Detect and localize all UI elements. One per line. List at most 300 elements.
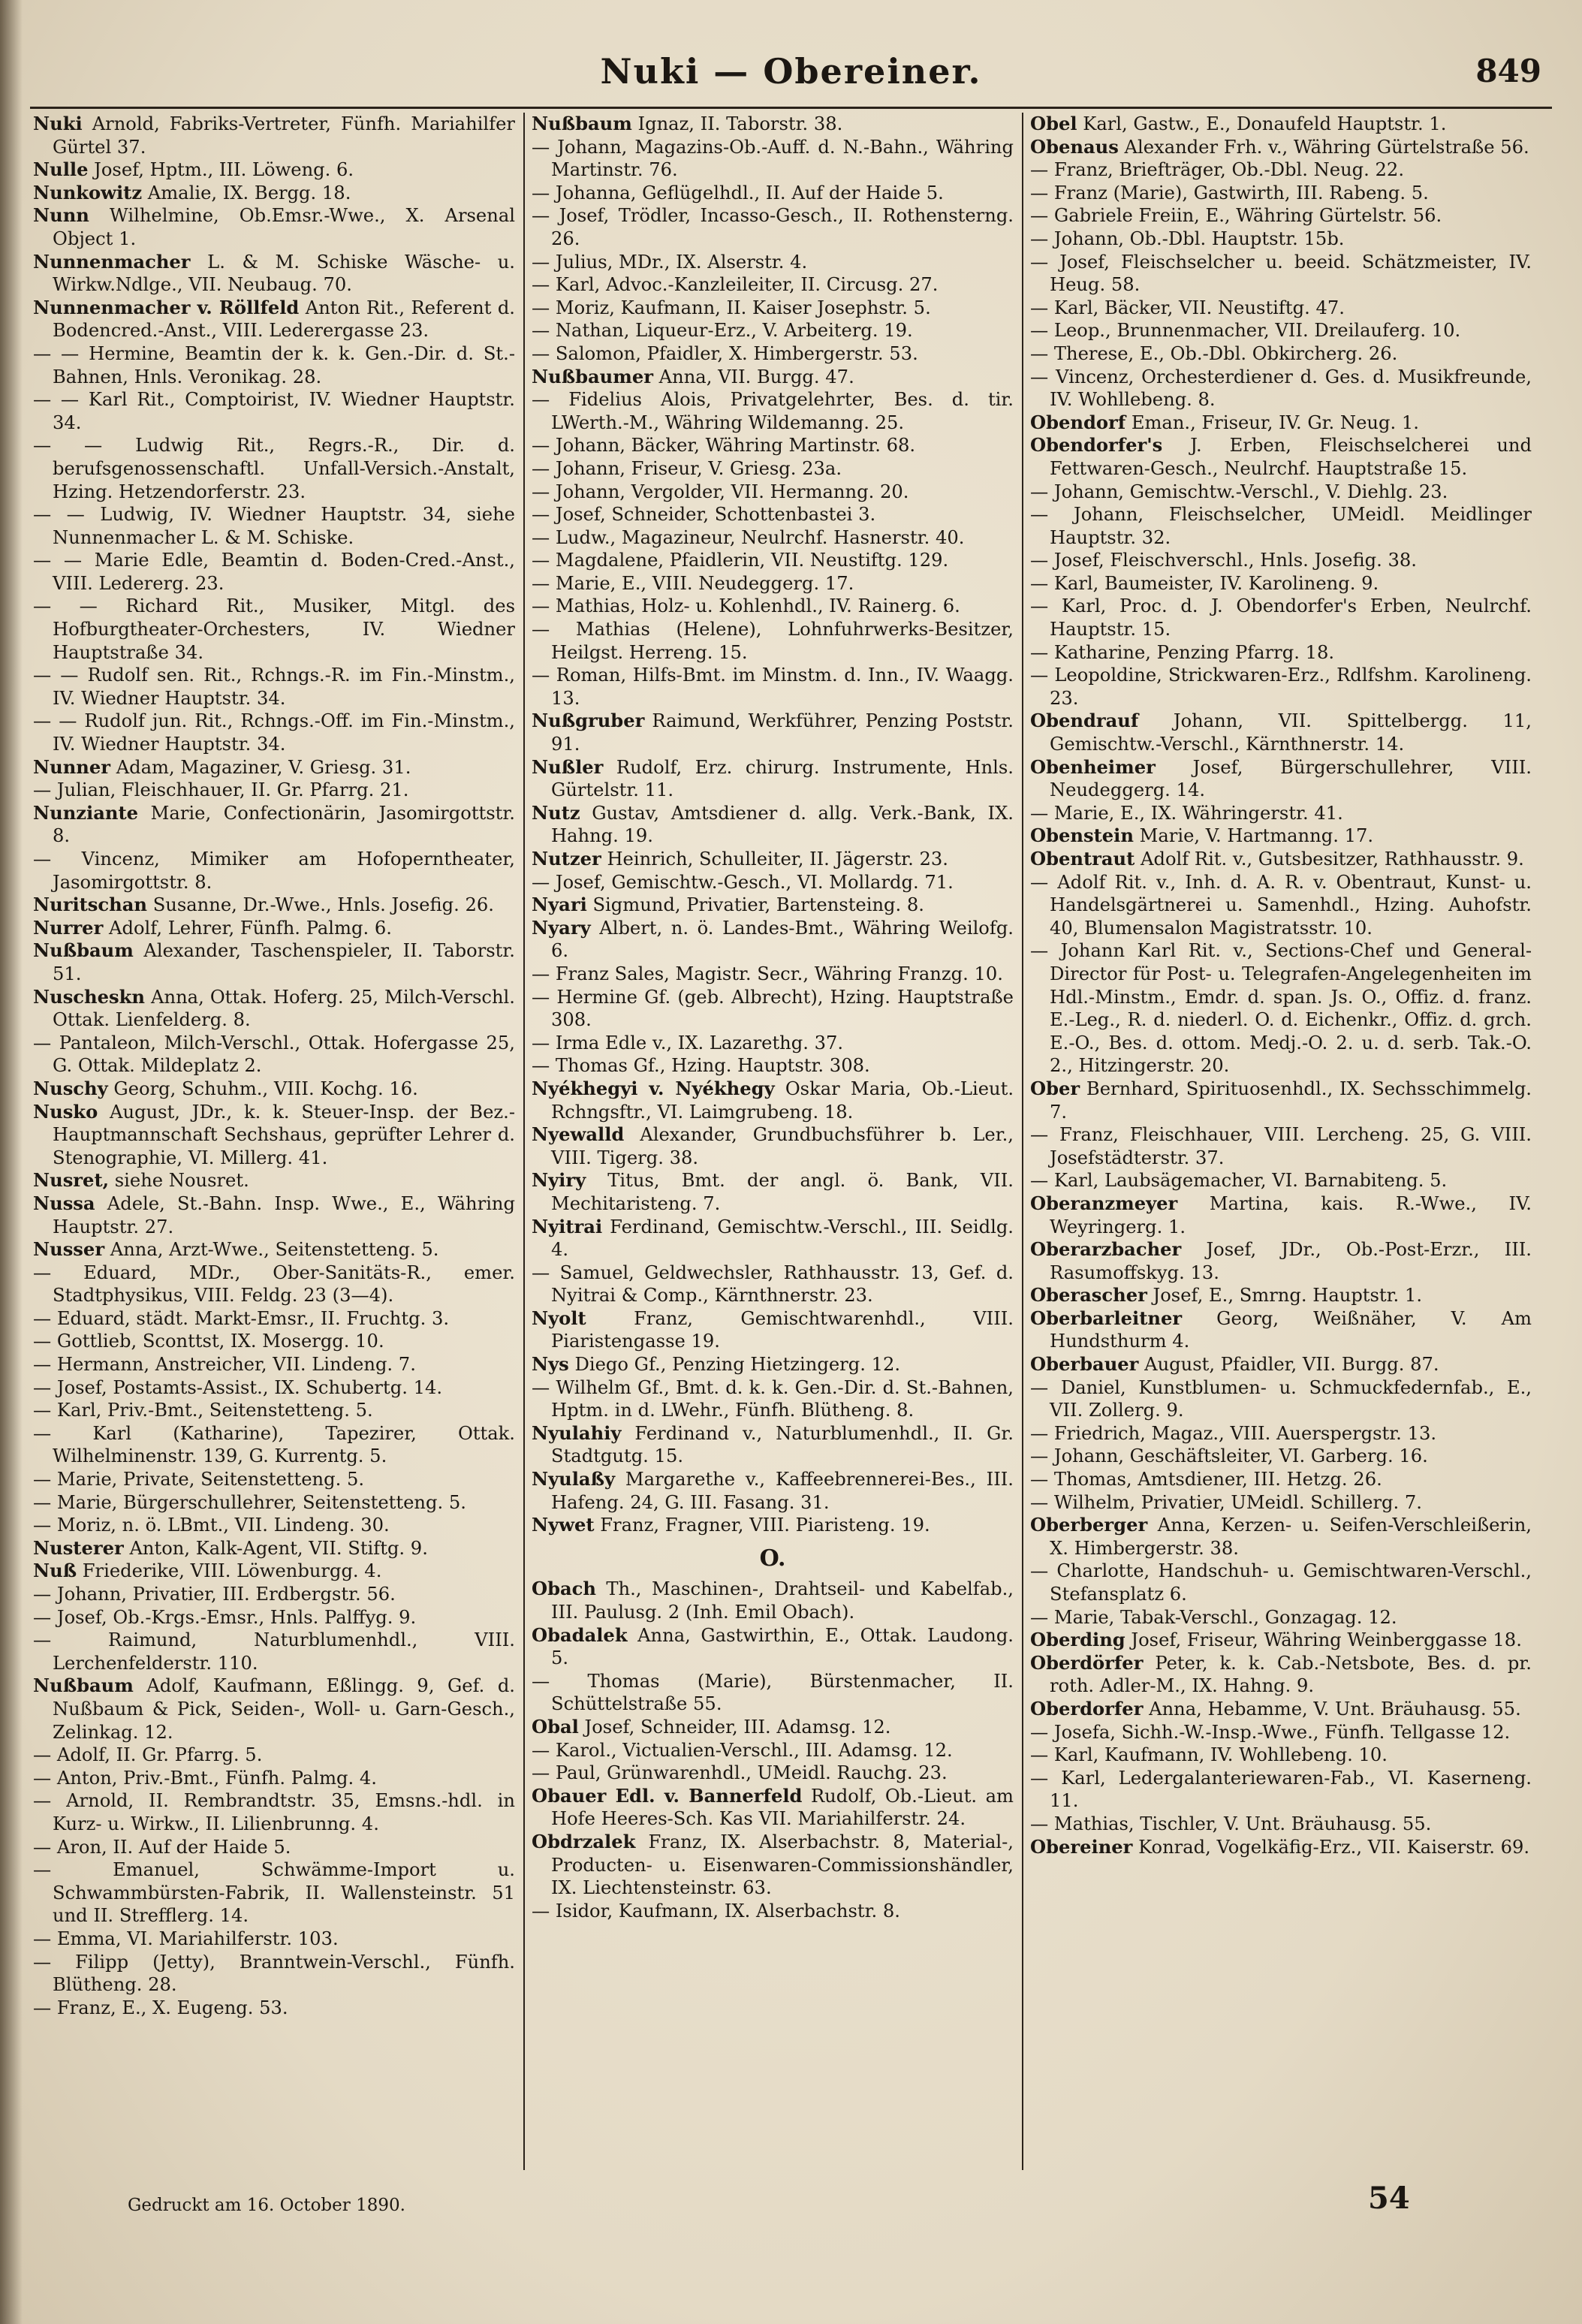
- directory-entry: [532, 917, 1014, 963]
- entry-details: Johann, VII. Spittelbergg. 11, Gemischtw.-Verschl., Kärnthnerstr. 14.: [1050, 710, 1532, 755]
- directory-entry: [532, 986, 1014, 1032]
- entry-details: Franz, Fragner, VIII. Piaristeng. 19.: [594, 1515, 930, 1536]
- directory-entry: [1030, 848, 1532, 871]
- directory-entry: [33, 182, 515, 205]
- entry-details: — Pantaleon, Milch-Verschl., Ottak. Hofergasse 25, G. Ottak. Mildeplatz 2.: [33, 1032, 515, 1077]
- directory-entry: [1030, 1744, 1532, 1767]
- directory-entry: [532, 481, 1014, 504]
- entry-details: — Wilhelm, Privatier, UMeidl. Schillerg. 7.: [1030, 1491, 1422, 1513]
- entry-surname: Nuritschan: [33, 894, 147, 916]
- directory-entry: [532, 457, 1014, 481]
- directory-entry: [1030, 595, 1532, 641]
- entry-details: — Gabriele Freiin, E., Währing Gürtelstr. 56.: [1030, 205, 1442, 227]
- entry-surname: Obendorf: [1030, 411, 1126, 433]
- directory-entry: [1030, 1307, 1532, 1353]
- entry-details: Susanne, Dr.-Wwe., Hnls. Josefig. 26.: [147, 894, 494, 916]
- entry-details: August, JDr., k. k. Steuer-Insp. der Bez.-Hauptmannschaft Sechshaus, geprüfter Lehrer d. Stenographie, VI. Millerg. 41.: [53, 1101, 515, 1168]
- directory-entry: [33, 1951, 515, 1997]
- entry-surname: Nuki: [33, 113, 83, 134]
- directory-entry: [33, 1858, 515, 1928]
- directory-column-1: [33, 113, 515, 2185]
- entry-details: Heinrich, Schulleiter, II. Jägerstr. 23.: [601, 849, 948, 870]
- entry-details: Titus, Bmt. der angl. ö. Bank, VII. Mechitaristeng. 7.: [551, 1170, 1014, 1214]
- column-divider: [1022, 113, 1023, 2170]
- entry-details: — Josefa, Sichh.-W.-Insp.-Wwe., Fünfh. Tellgasse 12.: [1030, 1721, 1511, 1743]
- directory-entry: [33, 1399, 515, 1422]
- entry-surname: Nusko: [33, 1100, 98, 1123]
- entry-details: — Samuel, Geldwechsler, Rathhausstr. 13, Gef. d. Nyitrai & Comp., Kärnthnerstr. 23.: [532, 1261, 1014, 1307]
- entry-details: Josef, Friseur, Währing Weinberggasse 18.: [1125, 1629, 1522, 1651]
- entry-details: — Karl, Kaufmann, IV. Wohllebeng. 10.: [1030, 1744, 1388, 1766]
- directory-entry: [33, 1101, 515, 1170]
- entry-surname: Nunnenmacher v. Röllfeld: [33, 296, 300, 318]
- entry-surname: Nyolt: [532, 1307, 586, 1329]
- entry-surname: Oberanzmeyer: [1030, 1192, 1178, 1214]
- entry-details: — Salomon, Pfaidler, X. Himbergerstr. 53.: [532, 342, 918, 364]
- entry-details: — Johann Karl Rit. v., Sections-Chef und General-Director für Post- u. Telegrafen-Angelegenheiten im Hdl.-Minstm., Emdr. d. span. Js. O., Offiz. d. franz. E.-Leg., R. d. niederl. O. d. Eichenkr., Offiz. d. grch. E.-O., Bes. d. ottom. Medj.-O. 2. u. d. serb. Tak.-O. 2., Hitzingerstr. 20.: [1030, 940, 1532, 1077]
- entry-details: Marie, Confectionärin, Jasomirgottstr. 8.: [53, 802, 515, 847]
- entry-surname: Nys: [532, 1353, 569, 1376]
- entry-details: Bernhard, Spirituosenhdl., IX. Sechsschimmelg. 7.: [1050, 1078, 1532, 1123]
- entry-surname: Obenstein: [1030, 824, 1134, 847]
- entry-surname: Oberarzbacher: [1030, 1238, 1182, 1261]
- entry-details: — Emanuel, Schwämme-Import u. Schwammbürsten-Fabrik, II. Wallensteinstr. 51 und II. Strefflerg. 14.: [33, 1859, 515, 1927]
- entry-details: — Vincenz, Orchesterdiener d. Ges. d. Musikfreunde, IV. Wohllebeng. 8.: [1030, 366, 1532, 411]
- entry-details: Alexander Frh. v., Währing Gürtelstraße 56.: [1118, 136, 1529, 158]
- entry-details: — Therese, E., Ob.-Dbl. Obkircherg. 26.: [1030, 342, 1398, 364]
- section-heading: O.: [759, 1545, 786, 1572]
- directory-entry: [532, 963, 1014, 986]
- directory-entry: [33, 1491, 515, 1515]
- entry-details: Amalie, IX. Bergg. 18.: [142, 182, 351, 203]
- entry-surname: Oberbarleitner: [1030, 1307, 1183, 1329]
- directory-entry: [1030, 204, 1532, 228]
- entry-details: Franz, IX. Alserbachstr. 8, Material-, Producten- u. Eisenwaren-Commissionshändler, IX. Liechtensteinstr. 63.: [551, 1831, 1014, 1899]
- entry-surname: Nyulahiy: [532, 1421, 622, 1444]
- directory-entry: [33, 756, 515, 779]
- directory-entry: [1030, 342, 1532, 366]
- directory-entry: [33, 1468, 515, 1491]
- directory-entry: [532, 1353, 1014, 1376]
- entry-details: — Eduard, städt. Markt-Emsr., II. Fruchtg. 3.: [33, 1307, 450, 1329]
- directory-column-3: [1030, 113, 1532, 2185]
- entry-surname: Nußbaum: [33, 939, 134, 962]
- entry-details: — Julius, MDr., IX. Alserstr. 4.: [532, 251, 808, 273]
- directory-entry: [532, 204, 1014, 250]
- directory-entry: [33, 1583, 515, 1606]
- directory-entry: [532, 1716, 1014, 1739]
- entry-details: Albert, n. ö. Landes-Bmt., Währing Weilofg. 6.: [551, 917, 1014, 962]
- directory-entry: [1030, 1078, 1532, 1123]
- entry-details: — Adolf Rit. v., Inh. d. A. R. v. Obentraut, Kunst- u. Handelsgärtnerei u. Samenhdl., Hzing. Auhofstr. 40, Blumensalon Magistratsstr. 10.: [1030, 871, 1532, 939]
- entry-surname: Obach: [532, 1578, 596, 1600]
- entry-surname: Nyewalld: [532, 1123, 625, 1146]
- directory-entry: [33, 917, 515, 940]
- entry-details: — Johann, Vergolder, VII. Hermanng. 20.: [532, 481, 909, 502]
- entry-details: — — Karl Rit., Comptoirist, IV. Wiedner Hauptstr. 34.: [33, 389, 515, 433]
- directory-entry: [1030, 549, 1532, 572]
- directory-entry: [532, 1376, 1014, 1422]
- entry-details: Friederike, VIII. Löwenburgg. 4.: [77, 1560, 382, 1582]
- entry-details: Marie, V. Hartmanng. 17.: [1133, 825, 1374, 847]
- entry-details: Ignaz, II. Taborstr. 38.: [631, 113, 843, 134]
- directory-entry: [33, 710, 515, 755]
- directory-entry: [1030, 136, 1532, 159]
- entry-details: Martina, kais. R.-Wwe., IV. Weyringerg. 1.: [1050, 1192, 1532, 1237]
- entry-surname: Nurrer: [33, 916, 104, 939]
- directory-entry: [532, 894, 1014, 917]
- directory-entry: [33, 1238, 515, 1261]
- entry-details: — Katharine, Penzing Pfarrg. 18.: [1030, 641, 1335, 663]
- entry-surname: Nuß: [33, 1560, 77, 1582]
- directory-entry: [532, 802, 1014, 848]
- directory-entry: [33, 549, 515, 595]
- directory-entry: [532, 1123, 1014, 1169]
- directory-entry: [33, 986, 515, 1032]
- directory-entry: [532, 1216, 1014, 1261]
- entry-details: Konrad, Vogelkäfig-Erz., VII. Kaiserstr. 69.: [1132, 1836, 1530, 1858]
- entry-surname: Nuscheskn: [33, 985, 145, 1008]
- entry-surname: Nutzer: [532, 848, 601, 870]
- directory-entry: [33, 204, 515, 250]
- entry-details: — Emma, VI. Mariahilferstr. 103.: [33, 1928, 339, 1949]
- entry-surname: Oberberger: [1030, 1514, 1148, 1536]
- directory-entry: [532, 1054, 1014, 1078]
- entry-details: Rudolf, Erz. chirurg. Instrumente, Hnls. Gürtelstr. 11.: [551, 756, 1014, 801]
- entry-surname: Nyitrai: [532, 1215, 603, 1237]
- entry-details: — Thomas, Amtsdiener, III. Hetzg. 26.: [1030, 1469, 1382, 1491]
- entry-details: August, Pfaidler, VII. Burgg. 87.: [1138, 1354, 1439, 1376]
- entry-details: Alexander, Taschenspieler, II. Taborstr. 51.: [53, 940, 515, 984]
- entry-details: — Johann, Magazins-Ob.-Auff. d. N.-Bahn., Währing Martinstr. 76.: [532, 136, 1014, 181]
- entry-details: Wilhelmine, Ob.Emsr.-Wwe., X. Arsenal Object 1.: [53, 205, 515, 249]
- entry-details: — Moriz, Kaufmann, II. Kaiser Josephstr. 5.: [532, 297, 931, 318]
- directory-entry: [532, 595, 1014, 618]
- directory-entry: [33, 1674, 515, 1744]
- directory-entry: [532, 1514, 1014, 1537]
- directory-entry: [532, 273, 1014, 297]
- directory-entry: [1030, 1491, 1532, 1515]
- entry-details: — Johann, Fleischselcher, UMeidl. Meidlinger Hauptstr. 32.: [1030, 504, 1532, 548]
- entry-details: Rudolf, Ob.-Lieut. am Hofe Heeres-Sch. Kas VII. Mariahilferstr. 24.: [551, 1785, 1014, 1830]
- entry-details: — Leopoldine, Strickwaren-Erz., Rdlfshm. Karolineng. 23.: [1030, 665, 1532, 709]
- page-number: 849: [1475, 53, 1541, 89]
- page-edge-shadow: [0, 0, 23, 2324]
- entry-surname: Nußler: [532, 755, 604, 778]
- directory-entry: [33, 1330, 515, 1353]
- directory-entry: [1030, 1836, 1532, 1859]
- entry-surname: Nußgruber: [532, 710, 645, 732]
- entry-details: — Hermann, Anstreicher, VII. Lindeng. 7.: [33, 1354, 416, 1376]
- entry-surname: Obauer Edl. v. Bannerfeld: [532, 1784, 803, 1807]
- directory-entry: [33, 1169, 515, 1192]
- entry-details: Alexander, Grundbuchsführer b. Ler., VIII. Tigerg. 38.: [551, 1124, 1014, 1168]
- entry-details: Anna, Ottak. Hoferg. 25, Milch-Verschl. Ottak. Lienfelderg. 8.: [53, 986, 515, 1031]
- directory-entry: [33, 1376, 515, 1400]
- entry-details: — Johann, Friseur, V. Griesg. 23a.: [532, 457, 842, 479]
- directory-entry: [532, 113, 1014, 136]
- directory-entry: [33, 802, 515, 848]
- entry-surname: Obdrzalek: [532, 1830, 636, 1852]
- directory-entry: [33, 1514, 515, 1537]
- entry-details: — Paul, Grünwarenhdl., UMeidl. Rauchg. 23.: [532, 1762, 948, 1784]
- directory-entry: [532, 388, 1014, 434]
- directory-entry: [33, 1744, 515, 1767]
- directory-entry: [532, 136, 1014, 182]
- directory-entry: [532, 182, 1014, 205]
- entry-details: — — Ludwig Rit., Regrs.-R., Dir. d. berufsgenossenschaftl. Unfall-Versich.-Anstalt, Hzing. Hetzendorferstr. 23.: [33, 435, 515, 502]
- entry-details: — Mathias, Holz- u. Kohlenhdl., IV. Rainerg. 6.: [532, 595, 960, 617]
- directory-entry: [1030, 251, 1532, 297]
- directory-entry: [33, 1767, 515, 1790]
- directory-entry: [33, 1789, 515, 1835]
- directory-entry: [33, 595, 515, 664]
- entry-details: Anna, Hebamme, V. Unt. Bräuhausg. 55.: [1143, 1698, 1521, 1720]
- entry-details: — — Hermine, Beamtin der k. k. Gen.-Dir. d. St.-Bahnen, Hnls. Veronikag. 28.: [33, 342, 515, 387]
- directory-entry: [532, 1900, 1014, 1923]
- entry-details: Josef, JDr., Ob.-Post-Erzr., III. Rasumoffskyg. 13.: [1050, 1239, 1532, 1283]
- directory-entry: [33, 1560, 515, 1583]
- entry-details: Adele, St.-Bahn. Insp. Wwe., E., Währing Hauptstr. 27.: [53, 1192, 515, 1237]
- entry-details: — Karl, Laubsägemacher, VI. Barnabiteng. 5.: [1030, 1170, 1448, 1192]
- directory-entry: [532, 319, 1014, 342]
- directory-entry: [1030, 481, 1532, 504]
- entry-details: — Franz, Fleischhauer, VIII. Lercheng. 25, G. VIII. Josefstädterstr. 37.: [1030, 1124, 1532, 1168]
- directory-entry: [33, 1629, 515, 1674]
- entry-details: Franz, Gemischtwarenhdl., VIII. Piaristengasse 19.: [551, 1307, 1014, 1352]
- directory-entry: [1030, 1169, 1532, 1192]
- directory-entry: [1030, 1284, 1532, 1307]
- directory-entry: [532, 1169, 1014, 1215]
- directory-entry: [33, 1307, 515, 1331]
- page-header: [30, 51, 1552, 104]
- entry-details: — Karl, Proc. d. J. Obendorfer's Erben, Neulrchf. Hauptstr. 15.: [1030, 595, 1532, 641]
- entry-details: — — Rudolf sen. Rit., Rchngs.-R. im Fin.-Minstm., IV. Wiedner Hauptstr. 34.: [33, 665, 515, 709]
- entry-details: — Josef, Schneider, Schottenbastei 3.: [532, 504, 876, 526]
- directory-entry: [1030, 824, 1532, 848]
- entry-details: — Roman, Hilfs-Bmt. im Minstm. d. Inn., IV. Waagg. 13.: [532, 665, 1014, 709]
- entry-details: — Josef, Gemischtw.-Gesch., VI. Mollardg. 71.: [532, 871, 954, 893]
- entry-surname: Nyary: [532, 916, 591, 939]
- entry-details: — — Rudolf jun. Rit., Rchngs.-Off. im Fin.-Minstm., IV. Wiedner Hauptstr. 34.: [33, 710, 515, 755]
- entry-details: — Irma Edle v., IX. Lazarethg. 37.: [532, 1032, 844, 1053]
- entry-details: — Franz Sales, Magistr. Secr., Währing Franzg. 10.: [532, 963, 1003, 984]
- entry-details: — Arnold, II. Rembrandtstr. 35, Emsns.-hdl. in Kurz- u. Wirkw., II. Lilienbrunng. 4.: [33, 1790, 515, 1834]
- directory-entry: [33, 1928, 515, 1951]
- entry-surname: Nunn: [33, 204, 89, 227]
- entry-details: — Wilhelm Gf., Bmt. d. k. k. Gen.-Dir. d. St.-Bahnen, Hptm. in d. LWehr., Fünfh. Blütheng. 8.: [532, 1376, 1014, 1421]
- directory-entry: [33, 1078, 515, 1101]
- entry-details: Anna, Arzt-Wwe., Seitenstetteng. 5.: [104, 1239, 439, 1261]
- directory-entry: [33, 1192, 515, 1238]
- entry-surname: Nußbaum: [532, 113, 632, 134]
- directory-entry: [1030, 319, 1532, 342]
- directory-entry: [33, 158, 515, 182]
- entry-surname: Nyiry: [532, 1169, 586, 1192]
- directory-entry: [33, 1836, 515, 1859]
- directory-entry: [532, 342, 1014, 366]
- directory-entry: [1030, 572, 1532, 595]
- directory-entry: [1030, 1514, 1532, 1560]
- entry-details: — Josef, Ob.-Krgs.-Emsr., Hnls. Palffyg. 9.: [33, 1606, 417, 1628]
- directory-entry: [1030, 871, 1532, 940]
- entry-details: Adam, Magaziner, V. Griesg. 31.: [110, 756, 411, 778]
- directory-entry: [532, 1078, 1014, 1123]
- directory-entry: [532, 848, 1014, 871]
- entry-details: Josef, Schneider, III. Adamsg. 12.: [578, 1716, 891, 1738]
- entry-details: — — Ludwig, IV. Wiedner Hauptstr. 34, siehe Nunnenmacher L. & M. Schiske.: [33, 504, 515, 548]
- directory-entry: [532, 526, 1014, 550]
- header-rule: [30, 107, 1552, 109]
- directory-entry: [532, 549, 1014, 572]
- entry-details: Anton Rit., Referent d. Bodencred.-Anst., VIII. Lederergasse 23.: [53, 297, 515, 342]
- entry-details: — Filipp (Jetty), Branntwein-Verschl., Fünfh. Blütheng. 28.: [33, 1951, 515, 1996]
- directory-entry: [1030, 1698, 1532, 1721]
- directory-entry: [1030, 1813, 1532, 1836]
- directory-entry: [532, 1785, 1014, 1831]
- directory-entry: [1030, 113, 1532, 136]
- directory-entry: [1030, 1192, 1532, 1238]
- entry-surname: Nyékhegyi v. Nyékhegy: [532, 1077, 775, 1099]
- directory-entry: [33, 1032, 515, 1078]
- entry-details: — Josef, Trödler, Incasso-Gesch., II. Rothensterng. 26.: [532, 205, 1014, 249]
- entry-details: — Franz (Marie), Gastwirth, III. Rabeng. 5.: [1030, 182, 1429, 203]
- entry-details: — Karl, Ledergalanteriewaren-Fab., VI. Kaserneng. 11.: [1030, 1767, 1532, 1812]
- directory-entry: [1030, 1721, 1532, 1744]
- directory-entry: [1030, 1238, 1532, 1284]
- entry-details: — Eduard, MDr., Ober-Sanitäts-R., emer. Stadtphysikus, VIII. Feldg. 23 (3—4).: [33, 1261, 515, 1307]
- entry-surname: Nusser: [33, 1238, 105, 1261]
- entry-surname: Oberascher: [1030, 1284, 1147, 1307]
- entry-details: Josef, Hptm., III. Löweng. 6.: [88, 159, 354, 181]
- entry-surname: Oberdorfer: [1030, 1697, 1144, 1720]
- directory-entry: [33, 1261, 515, 1307]
- entry-surname: Nunner: [33, 755, 110, 778]
- entry-details: — Moriz, n. ö. LBmt., VII. Lindeng. 30.: [33, 1515, 390, 1536]
- directory-entry: [1030, 1606, 1532, 1629]
- entry-details: — Karl (Katharine), Tapezirer, Ottak. Wilhelminenstr. 139, G. Kurrentg. 5.: [33, 1422, 515, 1467]
- directory-entry: [532, 710, 1014, 755]
- entry-details: Th., Maschinen-, Drahtseil- und Kabelfab., III. Paulusg. 2 (Inh. Emil Obach).: [551, 1578, 1014, 1623]
- directory-entry: [532, 1468, 1014, 1514]
- directory-entry: [1030, 641, 1532, 665]
- directory-entry: [33, 1606, 515, 1629]
- directory-entry: [33, 1422, 515, 1468]
- entry-details: Josef, Bürgerschullehrer, VIII. Neudeggerg. 14.: [1050, 756, 1532, 801]
- directory-entry: [1030, 1767, 1532, 1813]
- entry-details: Margarethe v., Kaffeebrennerei-Bes., III. Hafeng. 24, G. III. Fasang. 31.: [551, 1469, 1014, 1513]
- entry-details: — Johann, Ob.-Dbl. Hauptstr. 15b.: [1030, 228, 1345, 249]
- entry-details: — Marie, Private, Seitenstetteng. 5.: [33, 1469, 365, 1491]
- directory-entry: [33, 342, 515, 388]
- directory-entry: [532, 503, 1014, 526]
- entry-details: — Marie, E., VIII. Neudeggerg. 17.: [532, 572, 854, 594]
- entry-details: Georg, Weißnäher, V. Am Hundsthurm 4.: [1050, 1307, 1532, 1352]
- directory-entry: [1030, 366, 1532, 411]
- directory-entry: [33, 297, 515, 342]
- entry-details: — Mathias (Helene), Lohnfuhrwerks-Besitzer, Heilgst. Herreng. 15.: [532, 619, 1014, 663]
- entry-details: Eman., Friseur, IV. Gr. Neug. 1.: [1125, 411, 1419, 433]
- entry-details: — Johann, Bäcker, Währing Martinstr. 68.: [532, 435, 916, 457]
- entry-surname: Nusret,: [33, 1169, 110, 1192]
- entry-details: — Fidelius Alois, Privatgelehrter, Bes. d. tir. LWerth.-M., Währing Wildemanng. 25.: [532, 389, 1014, 433]
- directory-entry: [1030, 1652, 1532, 1698]
- directory-entry: [33, 251, 515, 297]
- directory-entry: [33, 503, 515, 549]
- entry-details: — Johanna, Geflügelhdl., II. Auf der Haide 5.: [532, 182, 944, 203]
- entry-surname: Nywet: [532, 1514, 595, 1536]
- entry-details: Ferdinand v., Naturblumenhdl., II. Gr. Stadtgutg. 15.: [551, 1422, 1014, 1467]
- entry-surname: Nyari: [532, 894, 587, 916]
- entry-surname: Nußbaumer: [532, 365, 653, 387]
- entry-details: Oskar Maria, Ob.-Lieut. Rchngsftr., VI. Laimgrubeng. 18.: [551, 1078, 1014, 1123]
- directory-entry: [1030, 1629, 1532, 1652]
- entry-details: — Marie, Bürgerschullehrer, Seitenstetteng. 5.: [33, 1491, 466, 1513]
- directory-entry: [33, 939, 515, 985]
- entry-details: — Hermine Gf. (geb. Albrecht), Hzing. Hauptstraße 308.: [532, 986, 1014, 1031]
- directory-entry: [1030, 297, 1532, 320]
- directory-entry: [532, 251, 1014, 274]
- directory-entry: [1030, 434, 1532, 480]
- directory-entry: [1030, 158, 1532, 182]
- directory-entry: [33, 388, 515, 434]
- entry-details: — Julian, Fleischhauer, II. Gr. Pfarrg. 21.: [33, 779, 409, 801]
- directory-entry: [532, 871, 1014, 894]
- directory-entry: [532, 1261, 1014, 1307]
- directory-entry: [532, 1670, 1014, 1716]
- entry-surname: Oberbauer: [1030, 1353, 1139, 1376]
- directory-entry: [1030, 228, 1532, 251]
- directory-entry: [532, 664, 1014, 710]
- entry-details: Anna, VII. Burgg. 47.: [652, 366, 854, 387]
- entry-surname: Ober: [1030, 1077, 1080, 1099]
- entry-details: — Johann, Geschäftsleiter, VI. Garberg. 16.: [1030, 1445, 1428, 1467]
- entry-details: Georg, Schuhm., VIII. Kochg. 16.: [107, 1078, 418, 1099]
- entry-surname: Nunkowitz: [33, 181, 143, 203]
- directory-entry: [1030, 710, 1532, 755]
- directory-entry: [532, 1578, 1014, 1623]
- directory-entry: [532, 1762, 1014, 1785]
- entry-surname: Obadalek: [532, 1623, 628, 1646]
- entry-details: — Mathias, Tischler, V. Unt. Bräuhausg. 55.: [1030, 1813, 1432, 1834]
- entry-details: — Johann, Gemischtw.-Verschl., V. Diehlg. 23.: [1030, 481, 1448, 502]
- entry-details: — Thomas Gf., Hzing. Hauptstr. 308.: [532, 1055, 870, 1077]
- directory-entry: [33, 848, 515, 894]
- entry-details: Karl, Gastw., E., Donaufeld Hauptstr. 1.: [1077, 113, 1447, 134]
- entry-details: — Nathan, Liqueur-Erz., V. Arbeiterg. 19.: [532, 320, 913, 342]
- entry-details: — Aron, II. Auf der Haide 5.: [33, 1836, 291, 1858]
- directory-entry: [33, 1353, 515, 1376]
- entry-details: — Ludw., Magazineur, Neulrchf. Hasnerstr. 40.: [532, 526, 965, 548]
- entry-details: — Friedrich, Magaz., VIII. Auerspergstr. 13.: [1030, 1422, 1437, 1444]
- entry-details: Anna, Kerzen- u. Seifen-Verschleißerin, X. Himbergerstr. 38.: [1050, 1515, 1532, 1559]
- directory-entry: [1030, 939, 1532, 1078]
- entry-details: Sigmund, Privatier, Bartensteing. 8.: [586, 894, 924, 916]
- entry-surname: Obenaus: [1030, 135, 1119, 158]
- entry-details: — Adolf, II. Gr. Pfarrg. 5.: [33, 1744, 263, 1766]
- entry-details: — Marie, E., IX. Währingerstr. 41.: [1030, 802, 1343, 824]
- entry-surname: Nussa: [33, 1192, 95, 1214]
- entry-details: — Johann, Privatier, III. Erdbergstr. 56.: [33, 1584, 396, 1605]
- entry-details: J. Erben, Fleischselcherei und Fettwaren-Gesch., Neulrchf. Hauptstraße 15.: [1050, 435, 1532, 479]
- entry-details: — Josef, Postamts-Assist., IX. Schubertg. 14.: [33, 1376, 443, 1398]
- entry-details: — — Marie Edle, Beamtin d. Boden-Cred.-Anst., VIII. Ledererg. 23.: [33, 550, 515, 594]
- entry-details: Adolf, Kaufmann, Eßlingg. 9, Gef. d. Nußbaum & Pick, Seiden-, Woll- u. Garn-Gesch., Zelinkag. 12.: [53, 1675, 515, 1743]
- directory-entry: [1030, 1422, 1532, 1445]
- entry-surname: Nunnenmacher: [33, 250, 191, 273]
- directory-entry: [33, 894, 515, 917]
- directory-entry: [532, 618, 1014, 664]
